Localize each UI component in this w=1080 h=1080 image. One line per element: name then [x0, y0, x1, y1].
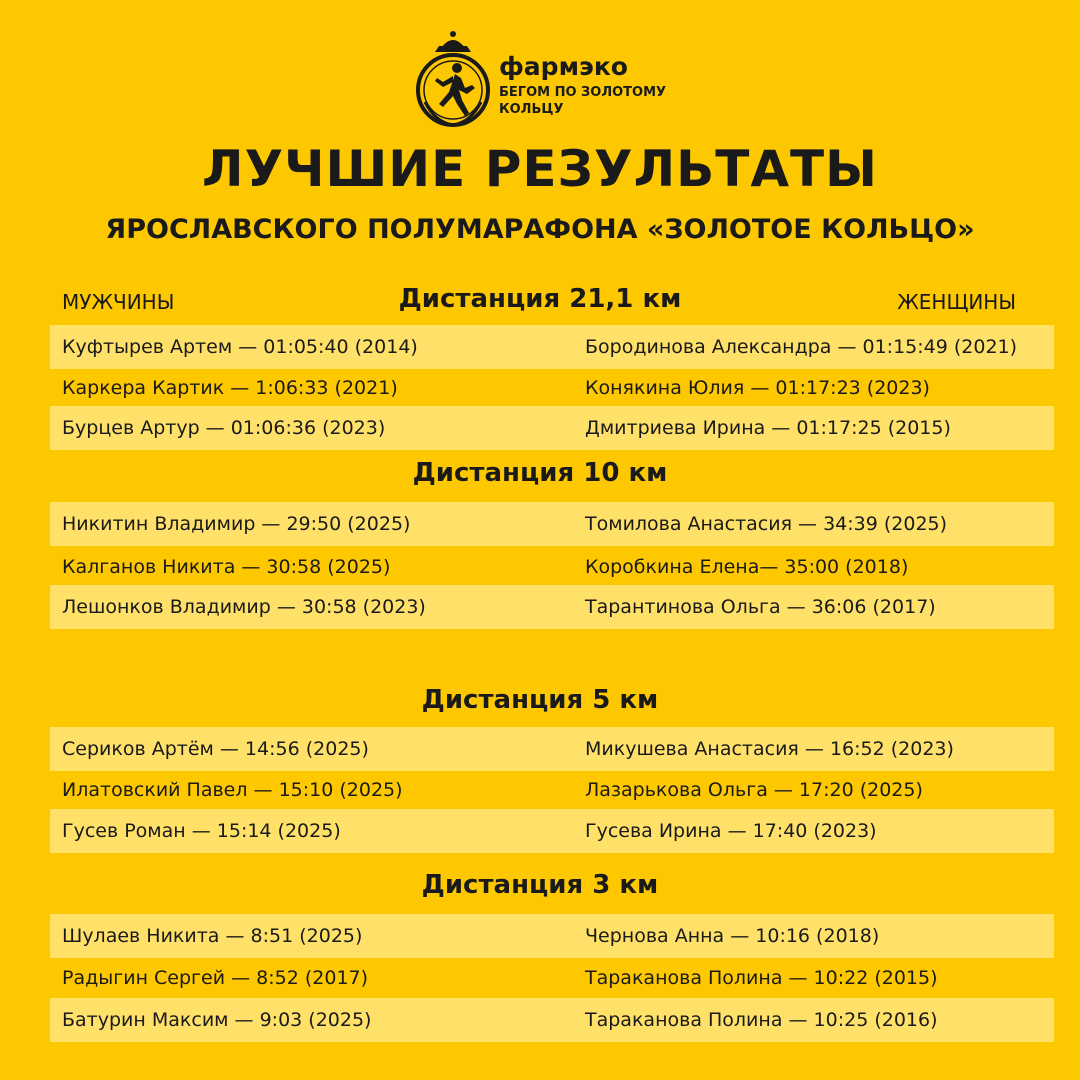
women-result: Микушева Анастасия — 16:52 (2023) — [585, 738, 954, 760]
section-title-10km: Дистанция 10 км — [412, 458, 668, 488]
brand-name: фармэко — [499, 52, 628, 81]
table-row — [50, 956, 1054, 1000]
page-title: ЛУЧШИЕ РЕЗУЛЬТАТЫ — [202, 140, 878, 198]
brand-tagline: БЕГОМ ПО ЗОЛОТОМУ КОЛЬЦУ — [499, 85, 667, 117]
men-result: Куфтырев Артем — 01:05:40 (2014) — [62, 336, 418, 358]
women-result: Томилова Анастасия — 34:39 (2025) — [585, 513, 948, 535]
women-result: Коробкина Елена— 35:00 (2018) — [585, 556, 909, 578]
men-result: Каркера Картик — 1:06:33 (2021) — [62, 377, 398, 399]
women-result: Бородинова Александра — 01:15:49 (2021) — [585, 336, 1018, 358]
women-column-header: ЖЕНЩИНЫ — [897, 290, 1016, 314]
men-result: Калганов Никита — 30:58 (2025) — [62, 556, 391, 578]
section-title-5km: Дистанция 5 км — [421, 685, 659, 715]
women-result: Дмитриева Ирина — 01:17:25 (2015) — [585, 417, 951, 439]
table-row — [50, 406, 1054, 450]
table-row — [50, 998, 1054, 1042]
table-row — [50, 809, 1054, 853]
men-result: Лешонков Владимир — 30:58 (2023) — [62, 596, 426, 618]
table-row — [50, 325, 1054, 369]
table-row — [50, 585, 1054, 629]
men-column-header: МУЖЧИНЫ — [62, 290, 175, 314]
women-result: Тараканова Полина — 10:25 (2016) — [585, 1009, 938, 1031]
women-result: Конякина Юлия — 01:17:23 (2023) — [585, 377, 930, 399]
women-result: Тараканова Полина — 10:22 (2015) — [585, 967, 938, 989]
men-result: Илатовский Павел — 15:10 (2025) — [62, 779, 403, 801]
table-row — [50, 768, 1054, 812]
table-row — [50, 502, 1054, 546]
men-result: Гусев Роман — 15:14 (2025) — [62, 820, 341, 842]
women-result: Чернова Анна — 10:16 (2018) — [585, 925, 880, 947]
men-result: Шулаев Никита — 8:51 (2025) — [62, 925, 363, 947]
section-title-3km: Дистанция 3 км — [421, 870, 659, 900]
men-result: Батурин Максим — 9:03 (2025) — [62, 1009, 372, 1031]
men-result: Никитин Владимир — 29:50 (2025) — [62, 513, 411, 535]
table-row — [50, 914, 1054, 958]
women-result: Тарантинова Ольга — 36:06 (2017) — [585, 596, 936, 618]
women-result: Гусева Ирина — 17:40 (2023) — [585, 820, 877, 842]
brand-logo — [415, 30, 675, 130]
table-row — [50, 545, 1054, 589]
page-subtitle: ЯРОСЛАВСКОГО ПОЛУМАРАФОНА «ЗОЛОТОЕ КОЛЬЦО» — [105, 214, 975, 245]
men-result: Сериков Артём — 14:56 (2025) — [62, 738, 369, 760]
table-row — [50, 727, 1054, 771]
section-title-21km: Дистанция 21,1 км — [398, 284, 682, 314]
runner-emblem-icon — [415, 30, 491, 130]
men-result: Радыгин Сергей — 8:52 (2017) — [62, 967, 369, 989]
men-result: Бурцев Артур — 01:06:36 (2023) — [62, 417, 386, 439]
table-row — [50, 366, 1054, 410]
women-result: Лазарькова Ольга — 17:20 (2025) — [585, 779, 923, 801]
